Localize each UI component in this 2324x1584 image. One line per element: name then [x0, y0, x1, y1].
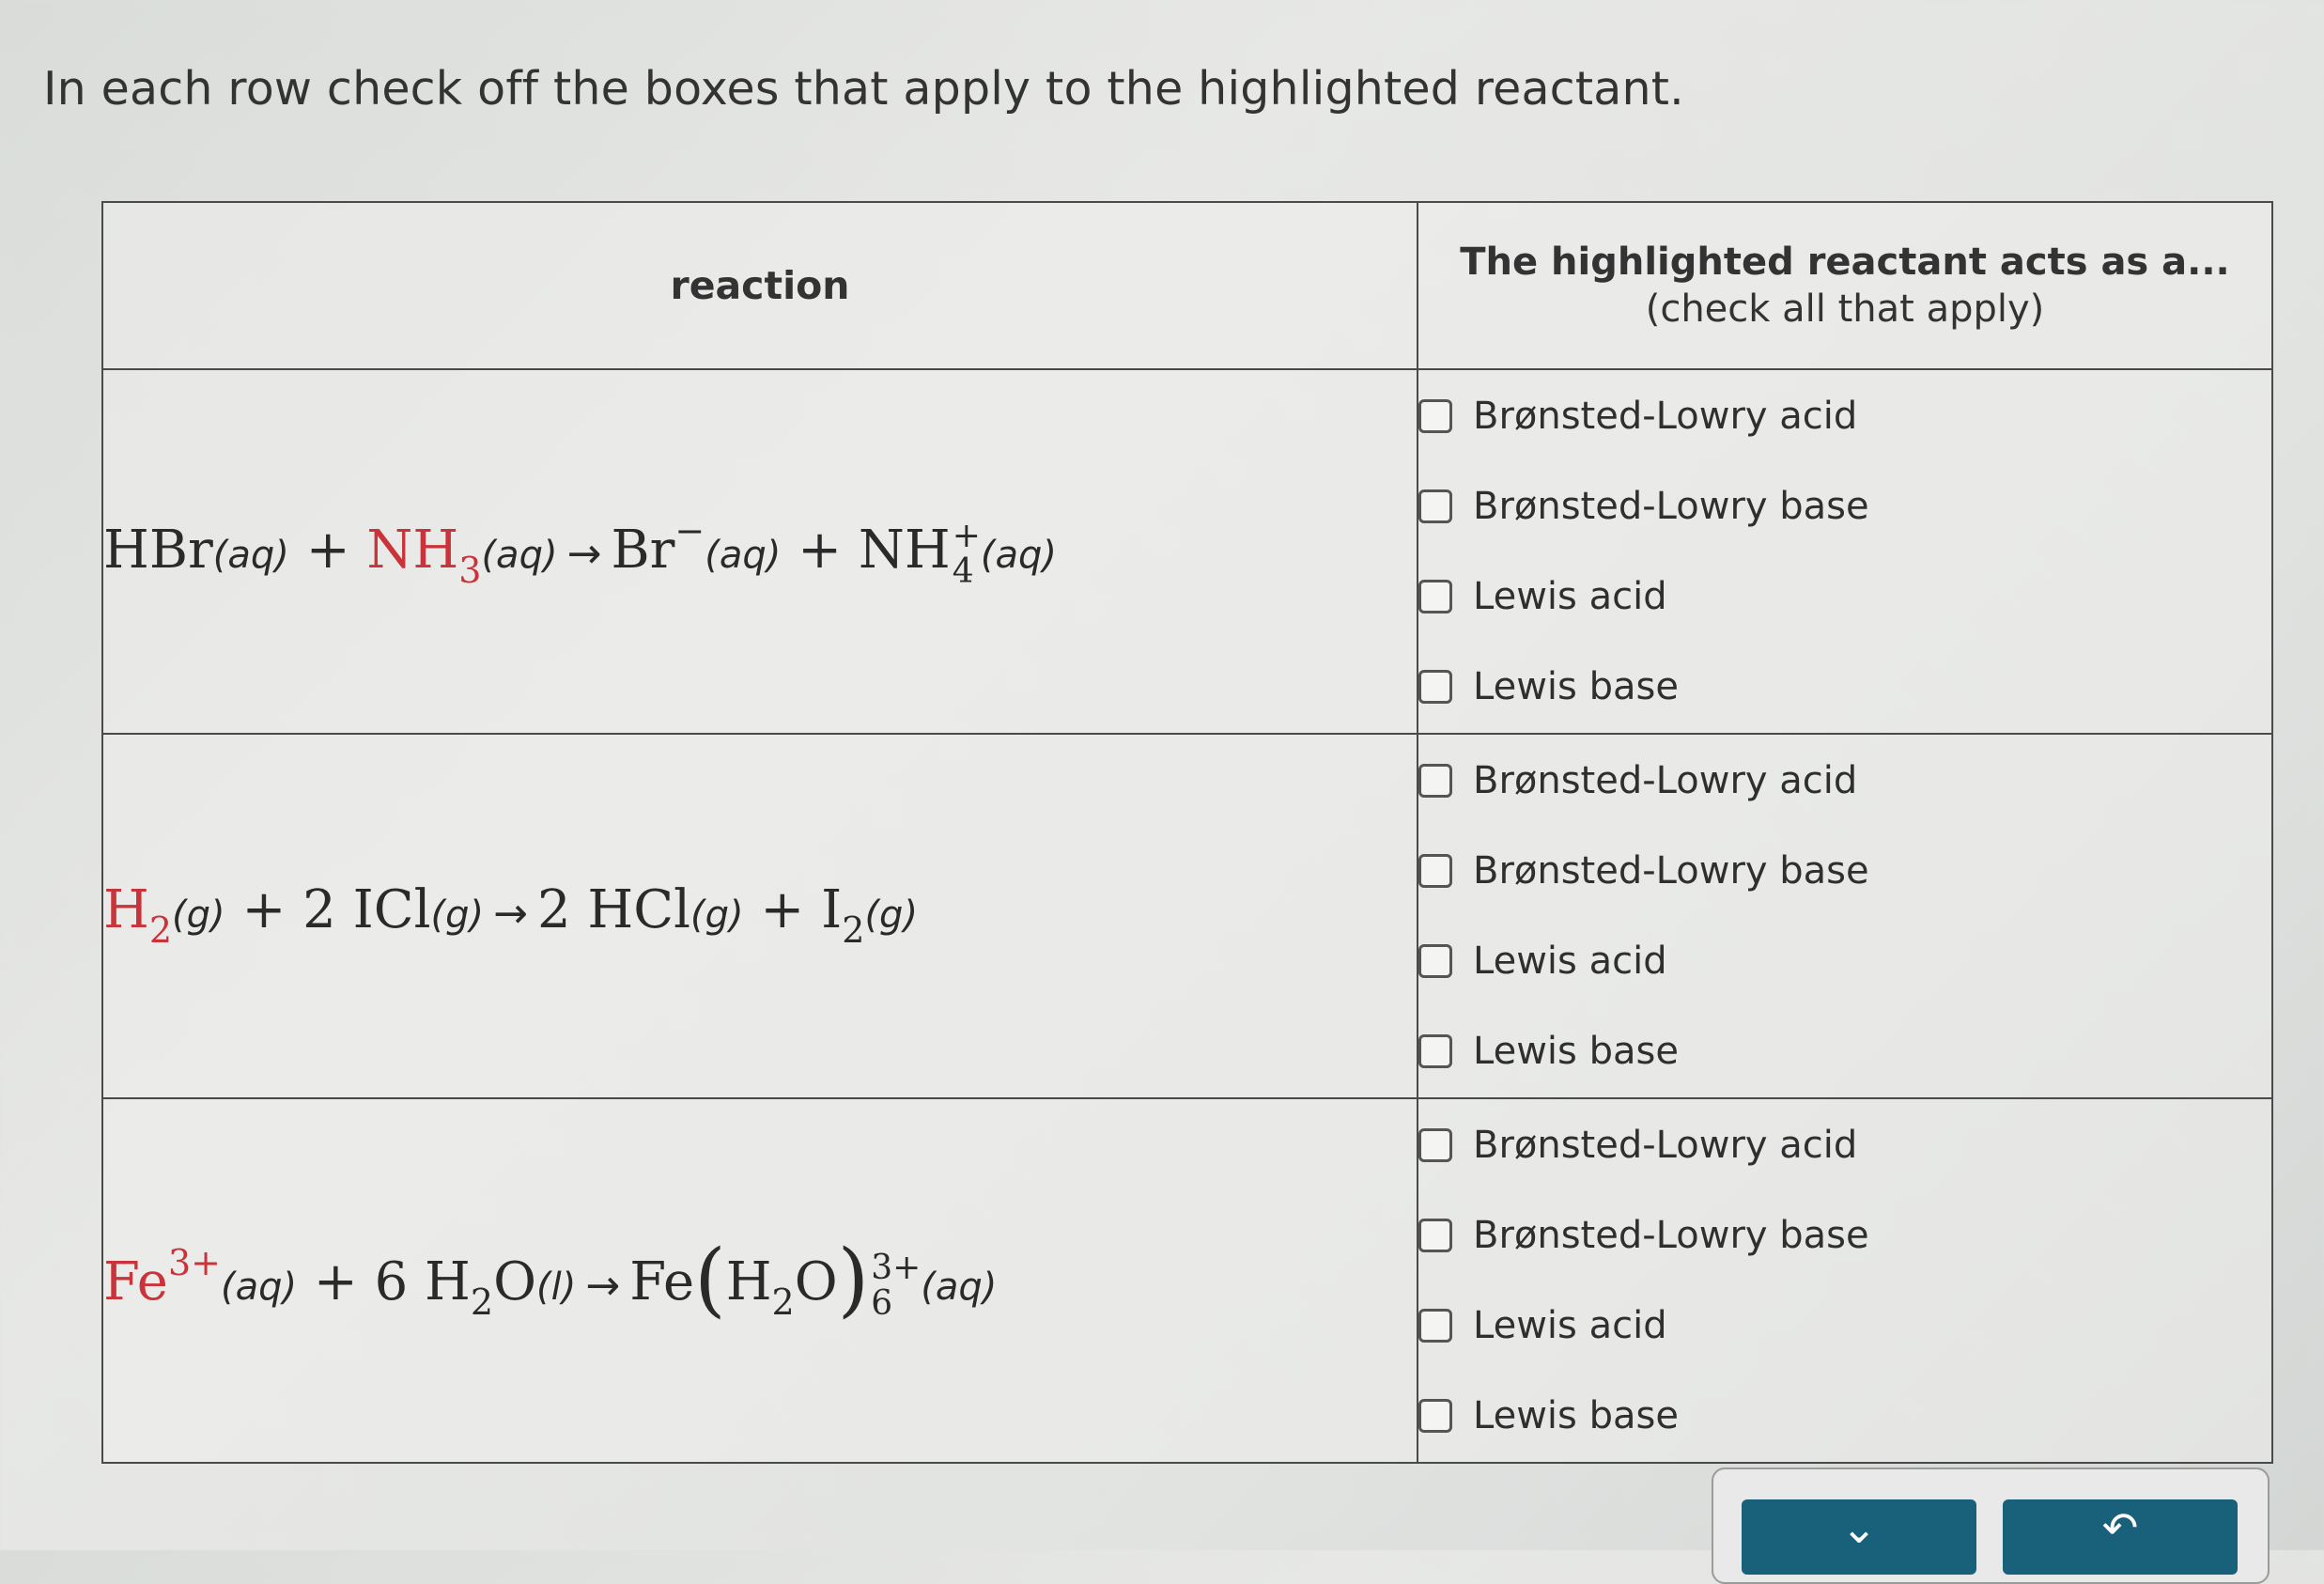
option-label: Lewis base — [1473, 665, 1679, 708]
table-row — [102, 1098, 2272, 1463]
option-bronsted-base[interactable] — [1418, 461, 2271, 551]
option-lewis-acid[interactable] — [1418, 551, 2271, 642]
option-label: Brønsted-Lowry base — [1473, 1214, 1869, 1257]
equation-cell — [102, 734, 1418, 1098]
option-bronsted-acid[interactable] — [1418, 371, 2271, 461]
table-row — [102, 369, 2272, 734]
checkbox[interactable] — [1418, 1309, 1452, 1343]
option-bronsted-base[interactable] — [1418, 826, 2271, 916]
equation-3: $Fe^{3+}(aq) + 6$ $H_2O(l) \to Fe(H_2O)$ 3+ 6 (aq) — [103, 1233, 998, 1328]
option-bronsted-acid[interactable] — [1418, 736, 2271, 826]
checkbox[interactable] — [1418, 399, 1452, 433]
equation-cell — [102, 369, 1418, 734]
header-row — [102, 202, 2272, 369]
instruction-text: In each row check off the boxes that apply to the highlighted reactant. — [43, 62, 1684, 116]
options-cell — [1418, 369, 2272, 734]
option-label: Brønsted-Lowry base — [1473, 485, 1869, 528]
close-icon: ⌄ — [1840, 1502, 1878, 1553]
table-row — [102, 734, 2272, 1098]
equation-1: $HBr(aq) + NH_3(aq) \to Br^-(aq)$ + NH + 4 (aq) — [103, 510, 1057, 592]
checkbox[interactable] — [1418, 764, 1452, 798]
checkbox[interactable] — [1418, 1219, 1452, 1252]
option-label: Lewis acid — [1473, 1304, 1667, 1347]
option-label: Lewis base — [1473, 1394, 1679, 1437]
highlighted-reactant: $H_2$ — [103, 879, 173, 951]
option-label: Lewis base — [1473, 1030, 1679, 1073]
highlighted-reactant: $NH_3$ — [366, 520, 482, 592]
checkbox[interactable] — [1418, 489, 1452, 523]
undo-icon: ↶ — [2101, 1502, 2139, 1553]
option-lewis-base[interactable] — [1418, 642, 2271, 732]
option-bronsted-acid[interactable] — [1418, 1100, 2271, 1190]
equation-cell — [102, 1098, 1418, 1463]
checkbox[interactable] — [1418, 944, 1452, 978]
option-lewis-base[interactable] — [1418, 1006, 2271, 1096]
undo-button[interactable] — [2003, 1499, 2238, 1575]
option-lewis-acid[interactable] — [1418, 916, 2271, 1006]
header-role-subtitle: (check all that apply) — [1645, 287, 2045, 331]
checkbox[interactable] — [1418, 1399, 1452, 1433]
option-label: Lewis acid — [1473, 575, 1667, 618]
checkbox[interactable] — [1418, 670, 1452, 704]
option-label: Brønsted-Lowry base — [1473, 849, 1869, 893]
option-lewis-acid[interactable] — [1418, 1281, 2271, 1371]
option-label: Lewis acid — [1473, 940, 1667, 983]
clear-button[interactable] — [1742, 1499, 1976, 1575]
checkbox[interactable] — [1418, 580, 1452, 613]
option-label: Brønsted-Lowry acid — [1473, 395, 1858, 438]
reaction-table — [101, 201, 2273, 1464]
checkbox[interactable] — [1418, 1034, 1452, 1068]
header-reaction: reaction — [102, 202, 1418, 369]
header-role — [1418, 202, 2272, 369]
options-cell — [1418, 1098, 2272, 1463]
highlighted-reactant: $Fe^{3+}$ — [103, 1242, 221, 1313]
option-bronsted-base[interactable] — [1418, 1190, 2271, 1281]
option-label: Brønsted-Lowry acid — [1473, 759, 1858, 802]
option-label: Brønsted-Lowry acid — [1473, 1124, 1858, 1167]
option-lewis-base[interactable] — [1418, 1371, 2271, 1461]
checkbox[interactable] — [1418, 1128, 1452, 1162]
equation-2: $H_2(g) + 2$ ICl(g) → 2 $HCl(g) + I_2(g)$ — [103, 879, 919, 951]
header-role-title: The highlighted reactant acts as a... — [1460, 241, 2230, 284]
checkbox[interactable] — [1418, 854, 1452, 888]
options-cell — [1418, 734, 2272, 1098]
